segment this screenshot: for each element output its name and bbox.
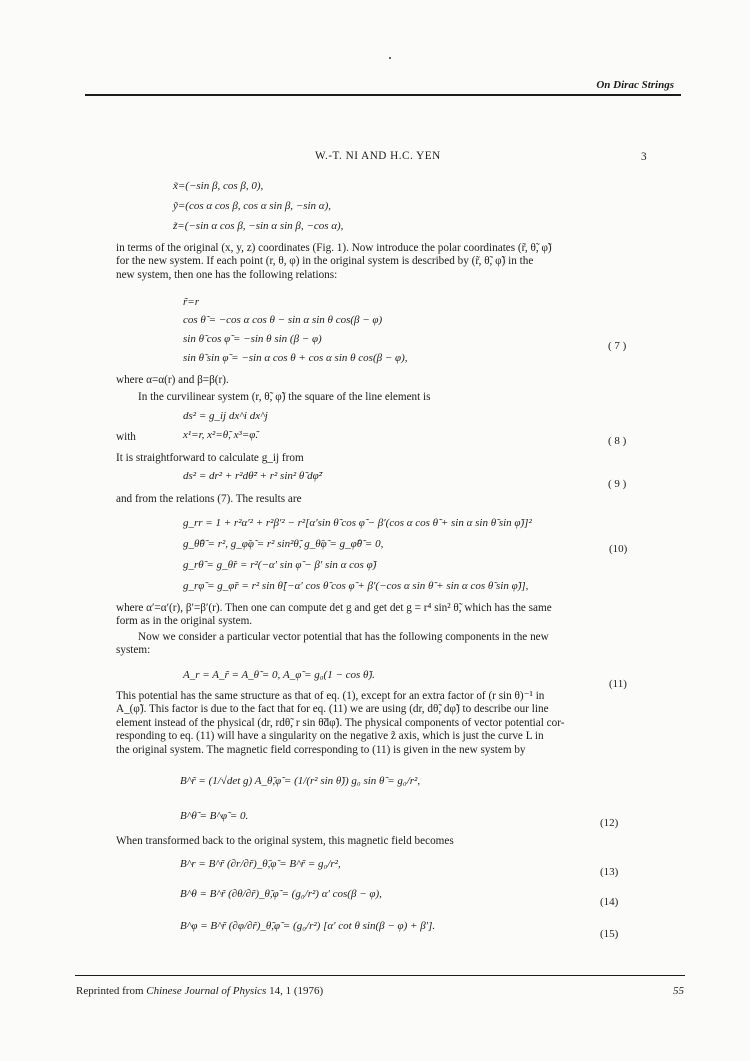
page-number-header: 3 xyxy=(641,151,647,163)
equation-number: (11) xyxy=(609,678,627,690)
scan-speck xyxy=(389,57,391,59)
paragraph-straightforward: It is straightforward to calculate g_ij from xyxy=(116,452,304,464)
equation-number: (12) xyxy=(600,817,619,829)
paragraph-singularity: This potential has the same structure as that of eq. (1), except for an extra factor of (r sin θ)⁻¹ in A_(φ̃). This factor is due to the fact that for eq. (11) we are using (dr, dθ̃, dφ̃) to describe our line element instead of the physical (dr, rdθ̃, r sin θ̃dφ̃). The physical components of vector potential cor- responding to eq. (11) will have a singularity on the negative z̃ axis, which is just the curve L in the original system. The magnetic field corresponding to (11) is given in the new system by xyxy=(116,690,565,756)
paragraph-transformed: When transformed back to the original system, this magnetic field becomes xyxy=(116,835,454,847)
footer-rule xyxy=(75,975,685,976)
equation-number: ( 9 ) xyxy=(608,478,627,490)
equation-number: (15) xyxy=(600,928,619,940)
paragraph-polar-coordinates: in terms of the original (x, y, z) coordinates (Fig. 1). Now introduce the polar coordinates (r̃, θ̃, φ̃) for the new system. If each point (r, θ, φ) in the original system is described by (r̃, θ̃, φ̃) in the new system, then one has the following relations: xyxy=(116,242,552,281)
paragraph-results: and from the relations (7). The results are xyxy=(116,493,302,505)
axis-z: z̃=(−sin α cos β, −sin α sin β, −cos α), xyxy=(173,220,344,232)
paragraph-curvilinear: In the curvilinear system (r, θ̃, φ̃) the square of the line element is xyxy=(138,391,431,403)
axis-x: x̃=(−sin β, cos β, 0), xyxy=(173,180,264,192)
equation-number: (10) xyxy=(609,543,628,555)
footer-reprint: Reprinted from Chinese Journal of Physics 14, 1 (1976) xyxy=(76,985,324,997)
axis-y: ỹ=(cos α cos β, cos α sin β, −sin α), xyxy=(173,200,331,212)
footer-page-number: 55 xyxy=(673,985,684,997)
equation-number: ( 8 ) xyxy=(608,435,627,447)
running-title: On Dirac Strings xyxy=(596,79,674,91)
equation-number: ( 7 ) xyxy=(608,340,627,352)
paragraph-det-g: where α′=α′(r), β′=β′(r). Then one can compute det g and get det g = r⁴ sin² θ̃, which has the same form as in the original system. xyxy=(116,602,552,628)
equation-number: (14) xyxy=(600,896,619,908)
header-rule xyxy=(85,94,681,96)
equation-number: (13) xyxy=(600,866,619,878)
paragraph-vector-potential: Now we consider a particular vector potential that has the following components in the new system: xyxy=(116,631,549,657)
where-alpha-beta: where α=α(r) and β=β(r). xyxy=(116,374,229,386)
authors-header: W.-T. NI AND H.C. YEN xyxy=(315,150,441,162)
